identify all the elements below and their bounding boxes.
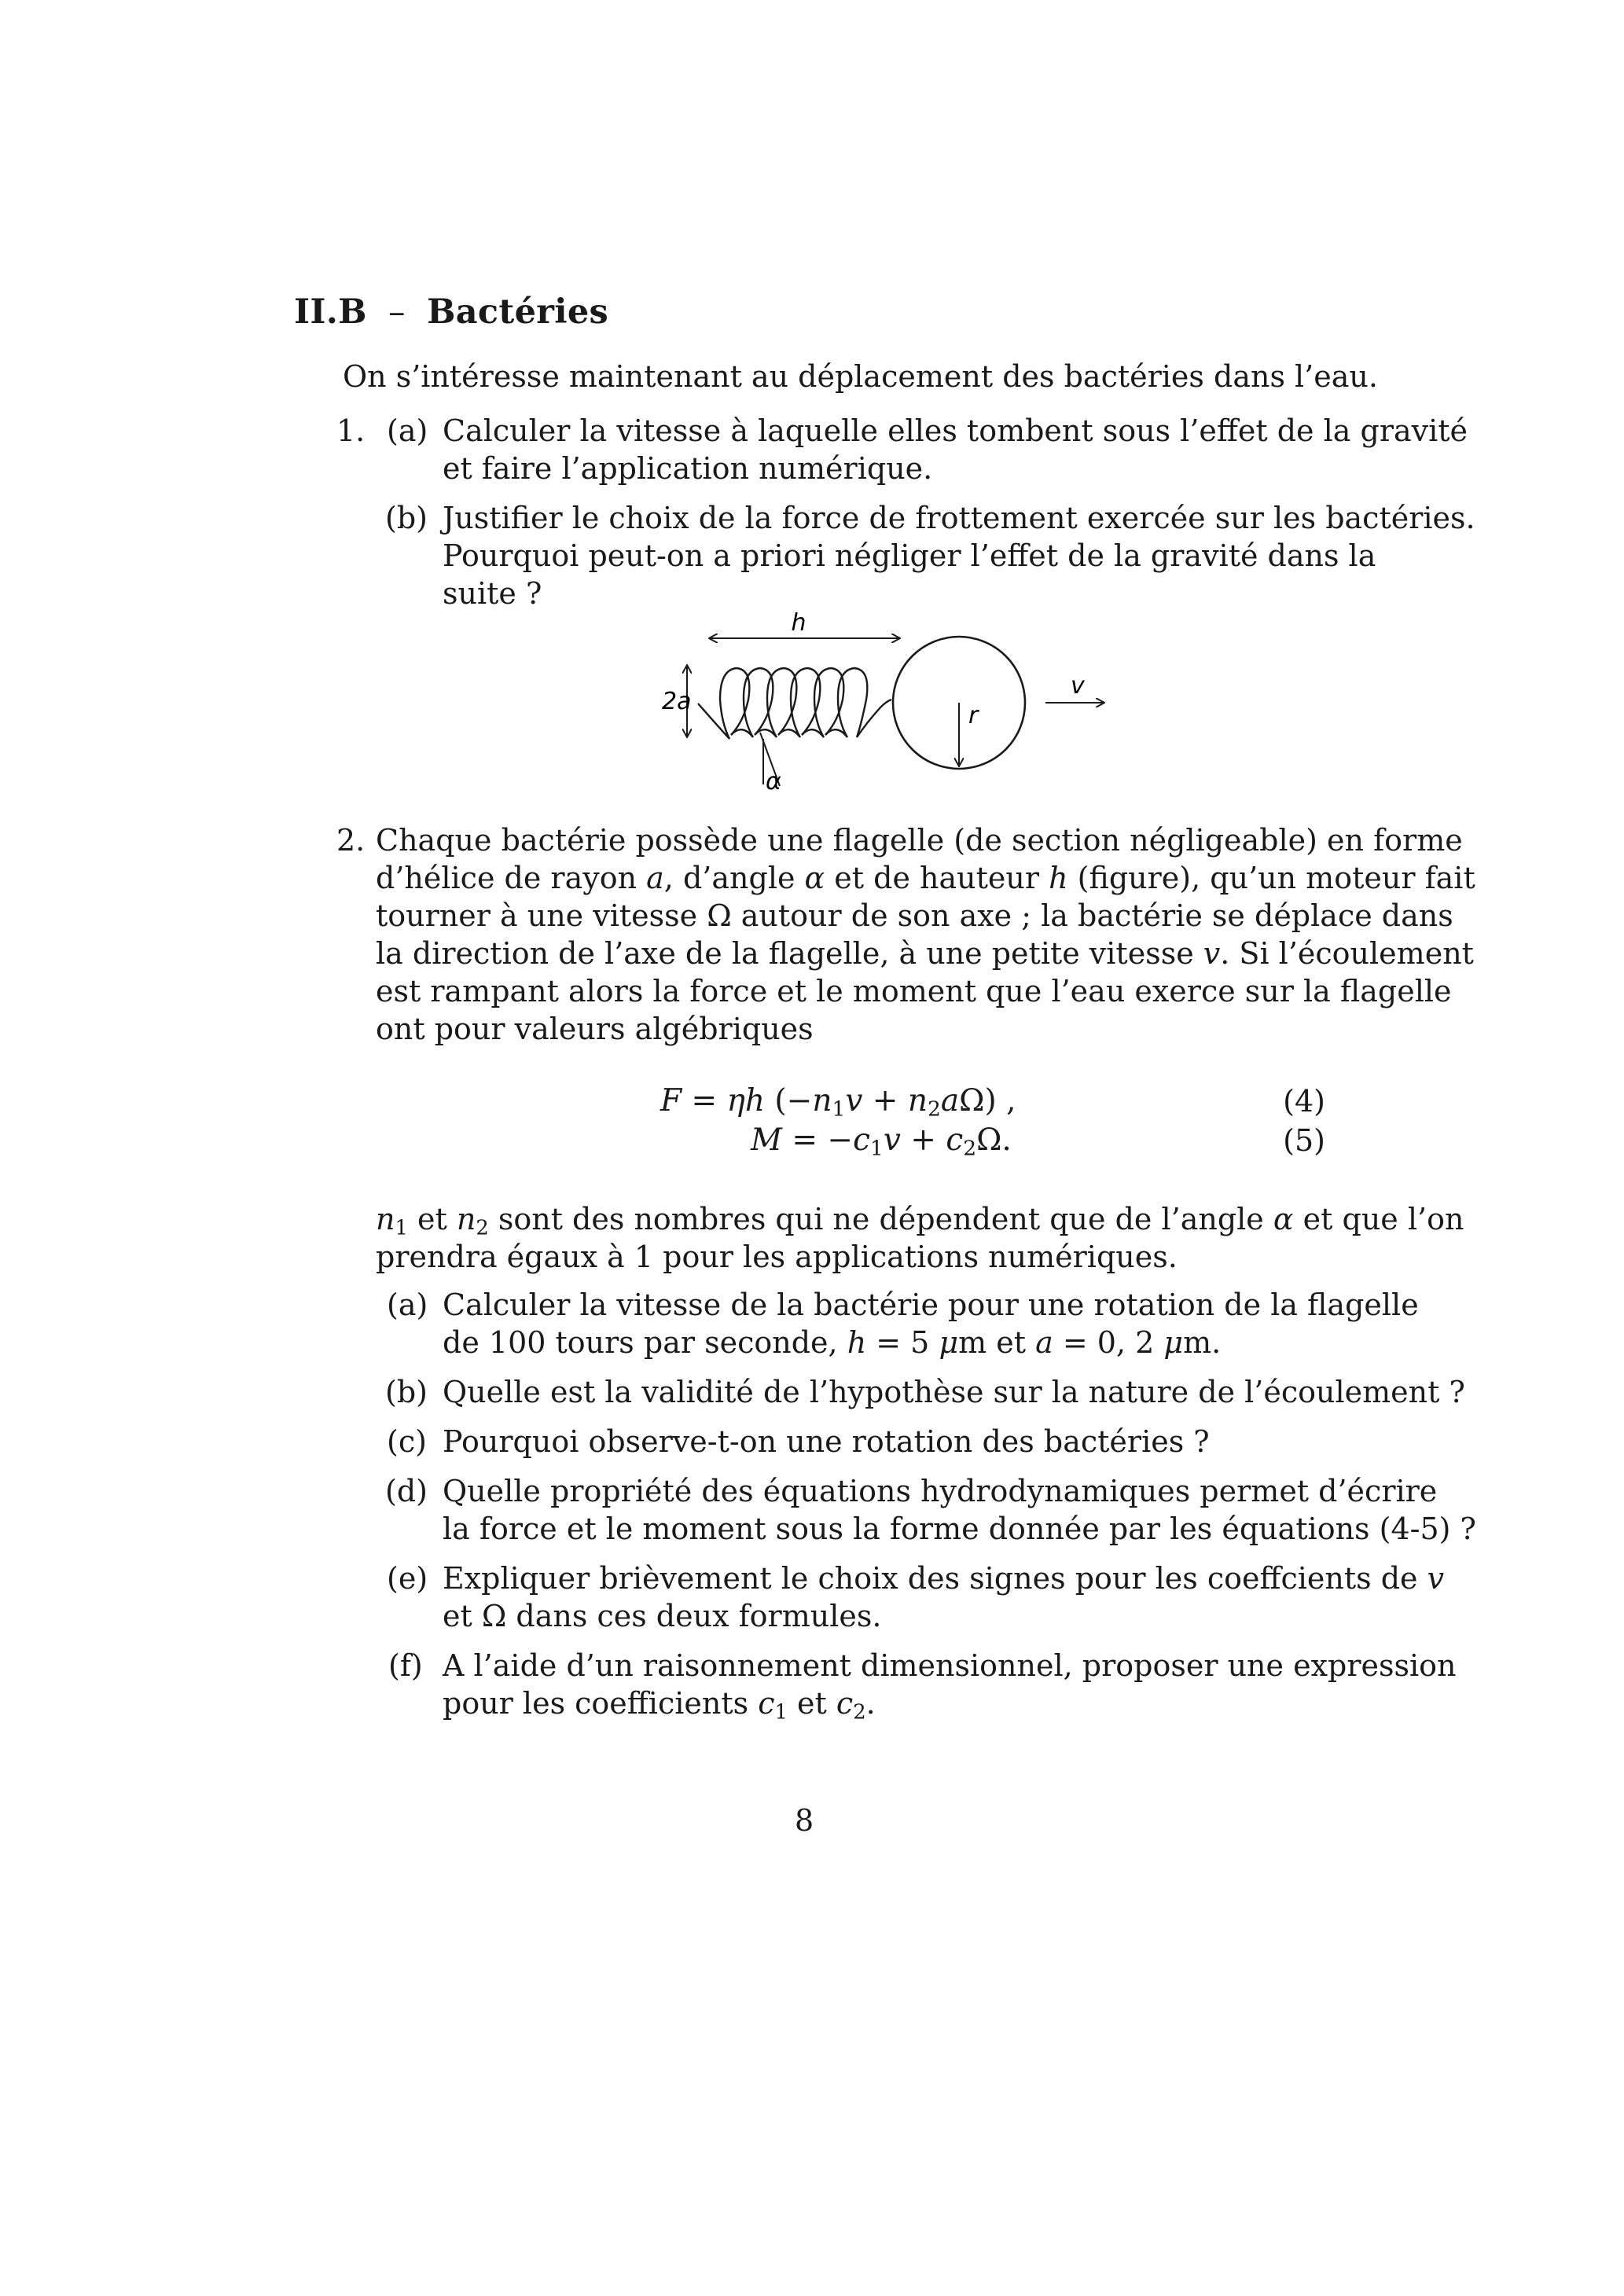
coeff-line-1-part: sont des nombres qui ne dépendent que de l’angle bbox=[498, 1202, 1264, 1236]
label-2a: 2a bbox=[662, 688, 692, 715]
var-alpha: α bbox=[804, 861, 825, 895]
var-mu: μ bbox=[1163, 1325, 1184, 1360]
var-v: v bbox=[1203, 936, 1221, 971]
q2a-line-2-part: m et bbox=[958, 1325, 1036, 1360]
q2-line-4-part: la direction de l’axe de la flagelle, à une petite vitesse bbox=[376, 936, 1194, 971]
label-r: r bbox=[968, 702, 979, 729]
q2a-line-2 bbox=[443, 1324, 1221, 1361]
equation-4: F = ηh $(-n_1v + n_2a\Omega)$ , bbox=[660, 1083, 1016, 1122]
q2e-label: (e) bbox=[387, 1561, 428, 1596]
var-mu: μ bbox=[939, 1325, 959, 1360]
section-number: II.B bbox=[294, 292, 367, 332]
label-alpha: α bbox=[766, 768, 781, 795]
q1a-line-2: et faire l’application numérique. bbox=[443, 451, 933, 486]
q1b-line-1: Justifier le choix de la force de frottement exercée sur les bactéries. bbox=[443, 501, 1475, 535]
q2-line-2-part: d’hélice de rayon bbox=[376, 861, 647, 895]
label-v: v bbox=[1071, 672, 1085, 700]
q2a-line-2-part: = 0, 2 bbox=[1053, 1325, 1164, 1360]
q1b-line-3: suite ? bbox=[443, 576, 542, 611]
q2-line-4 bbox=[376, 935, 1474, 972]
q2a-line-2-part: m. bbox=[1183, 1325, 1222, 1360]
q2-number: 2. bbox=[336, 823, 366, 858]
q1b-label: (b) bbox=[385, 501, 428, 535]
q2e-line-1-part: Expliquer brièvement le choix des signes pour les coeffcients de bbox=[443, 1561, 1418, 1596]
var-v: v bbox=[1427, 1561, 1445, 1596]
q2d-line-1: Quelle propriété des équations hydrodynamiques permet d’écrire bbox=[443, 1474, 1438, 1508]
q2a-line-2-part: de 100 tours par seconde, bbox=[443, 1325, 838, 1360]
q2e-line-1 bbox=[443, 1559, 1445, 1597]
var-h: h bbox=[1049, 861, 1068, 895]
q2-line-6: ont pour valeurs algébriques bbox=[376, 1012, 814, 1046]
q2f-line-2-part: pour les coefficients bbox=[443, 1686, 749, 1721]
q2-line-2-part: et de hauteur bbox=[825, 861, 1049, 895]
equation-5: $M = -c_1v + c_2\Omega$. bbox=[751, 1122, 1012, 1161]
var-h: h bbox=[847, 1325, 867, 1360]
page-number: 8 bbox=[795, 1803, 814, 1838]
q2-line-4-part: . Si l’écoulement bbox=[1220, 936, 1474, 971]
q2b-line-1: Quelle est la validité de l’hypothèse sur la nature de l’écoulement ? bbox=[443, 1375, 1465, 1409]
coeff-line-1-part: et que l’on bbox=[1303, 1202, 1464, 1236]
q2a-line-1: Calculer la vitesse de la bactérie pour une rotation de la flagelle bbox=[443, 1288, 1419, 1322]
q2-line-2 bbox=[376, 859, 1475, 897]
q2c-label: (c) bbox=[387, 1424, 427, 1459]
var-a: a bbox=[646, 861, 664, 895]
q1a-line-1: Calculer la vitesse à laquelle elles tombent sous l’effet de la gravité bbox=[443, 413, 1468, 448]
q2-line-3: tourner à une vitesse Ω autour de son axe ; la bactérie se déplace dans bbox=[376, 898, 1453, 933]
q2f-line-1: A l’aide d’un raisonnement dimensionnel, proposer une expression bbox=[443, 1648, 1457, 1683]
label-h: h bbox=[791, 609, 806, 637]
q2a-line-2-part: = 5 bbox=[866, 1325, 939, 1360]
equation-5-number: (5) bbox=[1283, 1123, 1325, 1158]
q2b-label: (b) bbox=[385, 1375, 428, 1409]
q2-line-1: Chaque bactérie possède une flagelle (de section négligeable) en forme bbox=[376, 823, 1463, 858]
q2c-line-1: Pourquoi observe-t-on une rotation des bactéries ? bbox=[443, 1424, 1210, 1459]
q2d-label: (d) bbox=[385, 1474, 428, 1508]
helix-coils bbox=[698, 668, 891, 739]
q1b-line-2: Pourquoi peut-on a priori négliger l’effet de la gravité dans la bbox=[443, 538, 1376, 573]
q2e-line-2: et Ω dans ces deux formules. bbox=[443, 1599, 882, 1633]
section-separator: – bbox=[388, 292, 406, 332]
q2-line-5: est rampant alors la force et le moment que l’eau exerce sur la flagelle bbox=[376, 974, 1452, 1008]
section-title bbox=[294, 292, 608, 332]
q2a-label: (a) bbox=[387, 1288, 428, 1322]
q2f-line-2-part: et bbox=[797, 1686, 827, 1721]
q1a-label: (a) bbox=[387, 413, 428, 448]
equation-4-number: (4) bbox=[1283, 1084, 1325, 1119]
q2-line-2-part: , d’angle bbox=[663, 861, 805, 895]
q2f-line-2: pour les coefficients $c_1$ et $c_2$. bbox=[443, 1686, 876, 1725]
coeff-line-1: $n_1$ et $n_2$ sont des nombres qui ne dépendent que de l’angle α et que l’on bbox=[376, 1202, 1464, 1240]
intro-paragraph: On s’intéresse maintenant au déplacement des bactéries dans l’eau. bbox=[343, 359, 1378, 394]
q1-number: 1. bbox=[336, 413, 366, 448]
section-title-text: Bactéries bbox=[427, 292, 608, 332]
q2f-label: (f) bbox=[388, 1648, 423, 1683]
coeff-line-2: prendra égaux à 1 pour les applications numériques. bbox=[376, 1240, 1178, 1274]
q2-line-2-part: (figure), qu’un moteur fait bbox=[1067, 861, 1475, 895]
var-a: a bbox=[1035, 1325, 1053, 1360]
flagellum-figure bbox=[645, 605, 1148, 802]
q2d-line-2: la force et le moment sous la forme donnée par les équations (4-5) ? bbox=[443, 1512, 1476, 1546]
